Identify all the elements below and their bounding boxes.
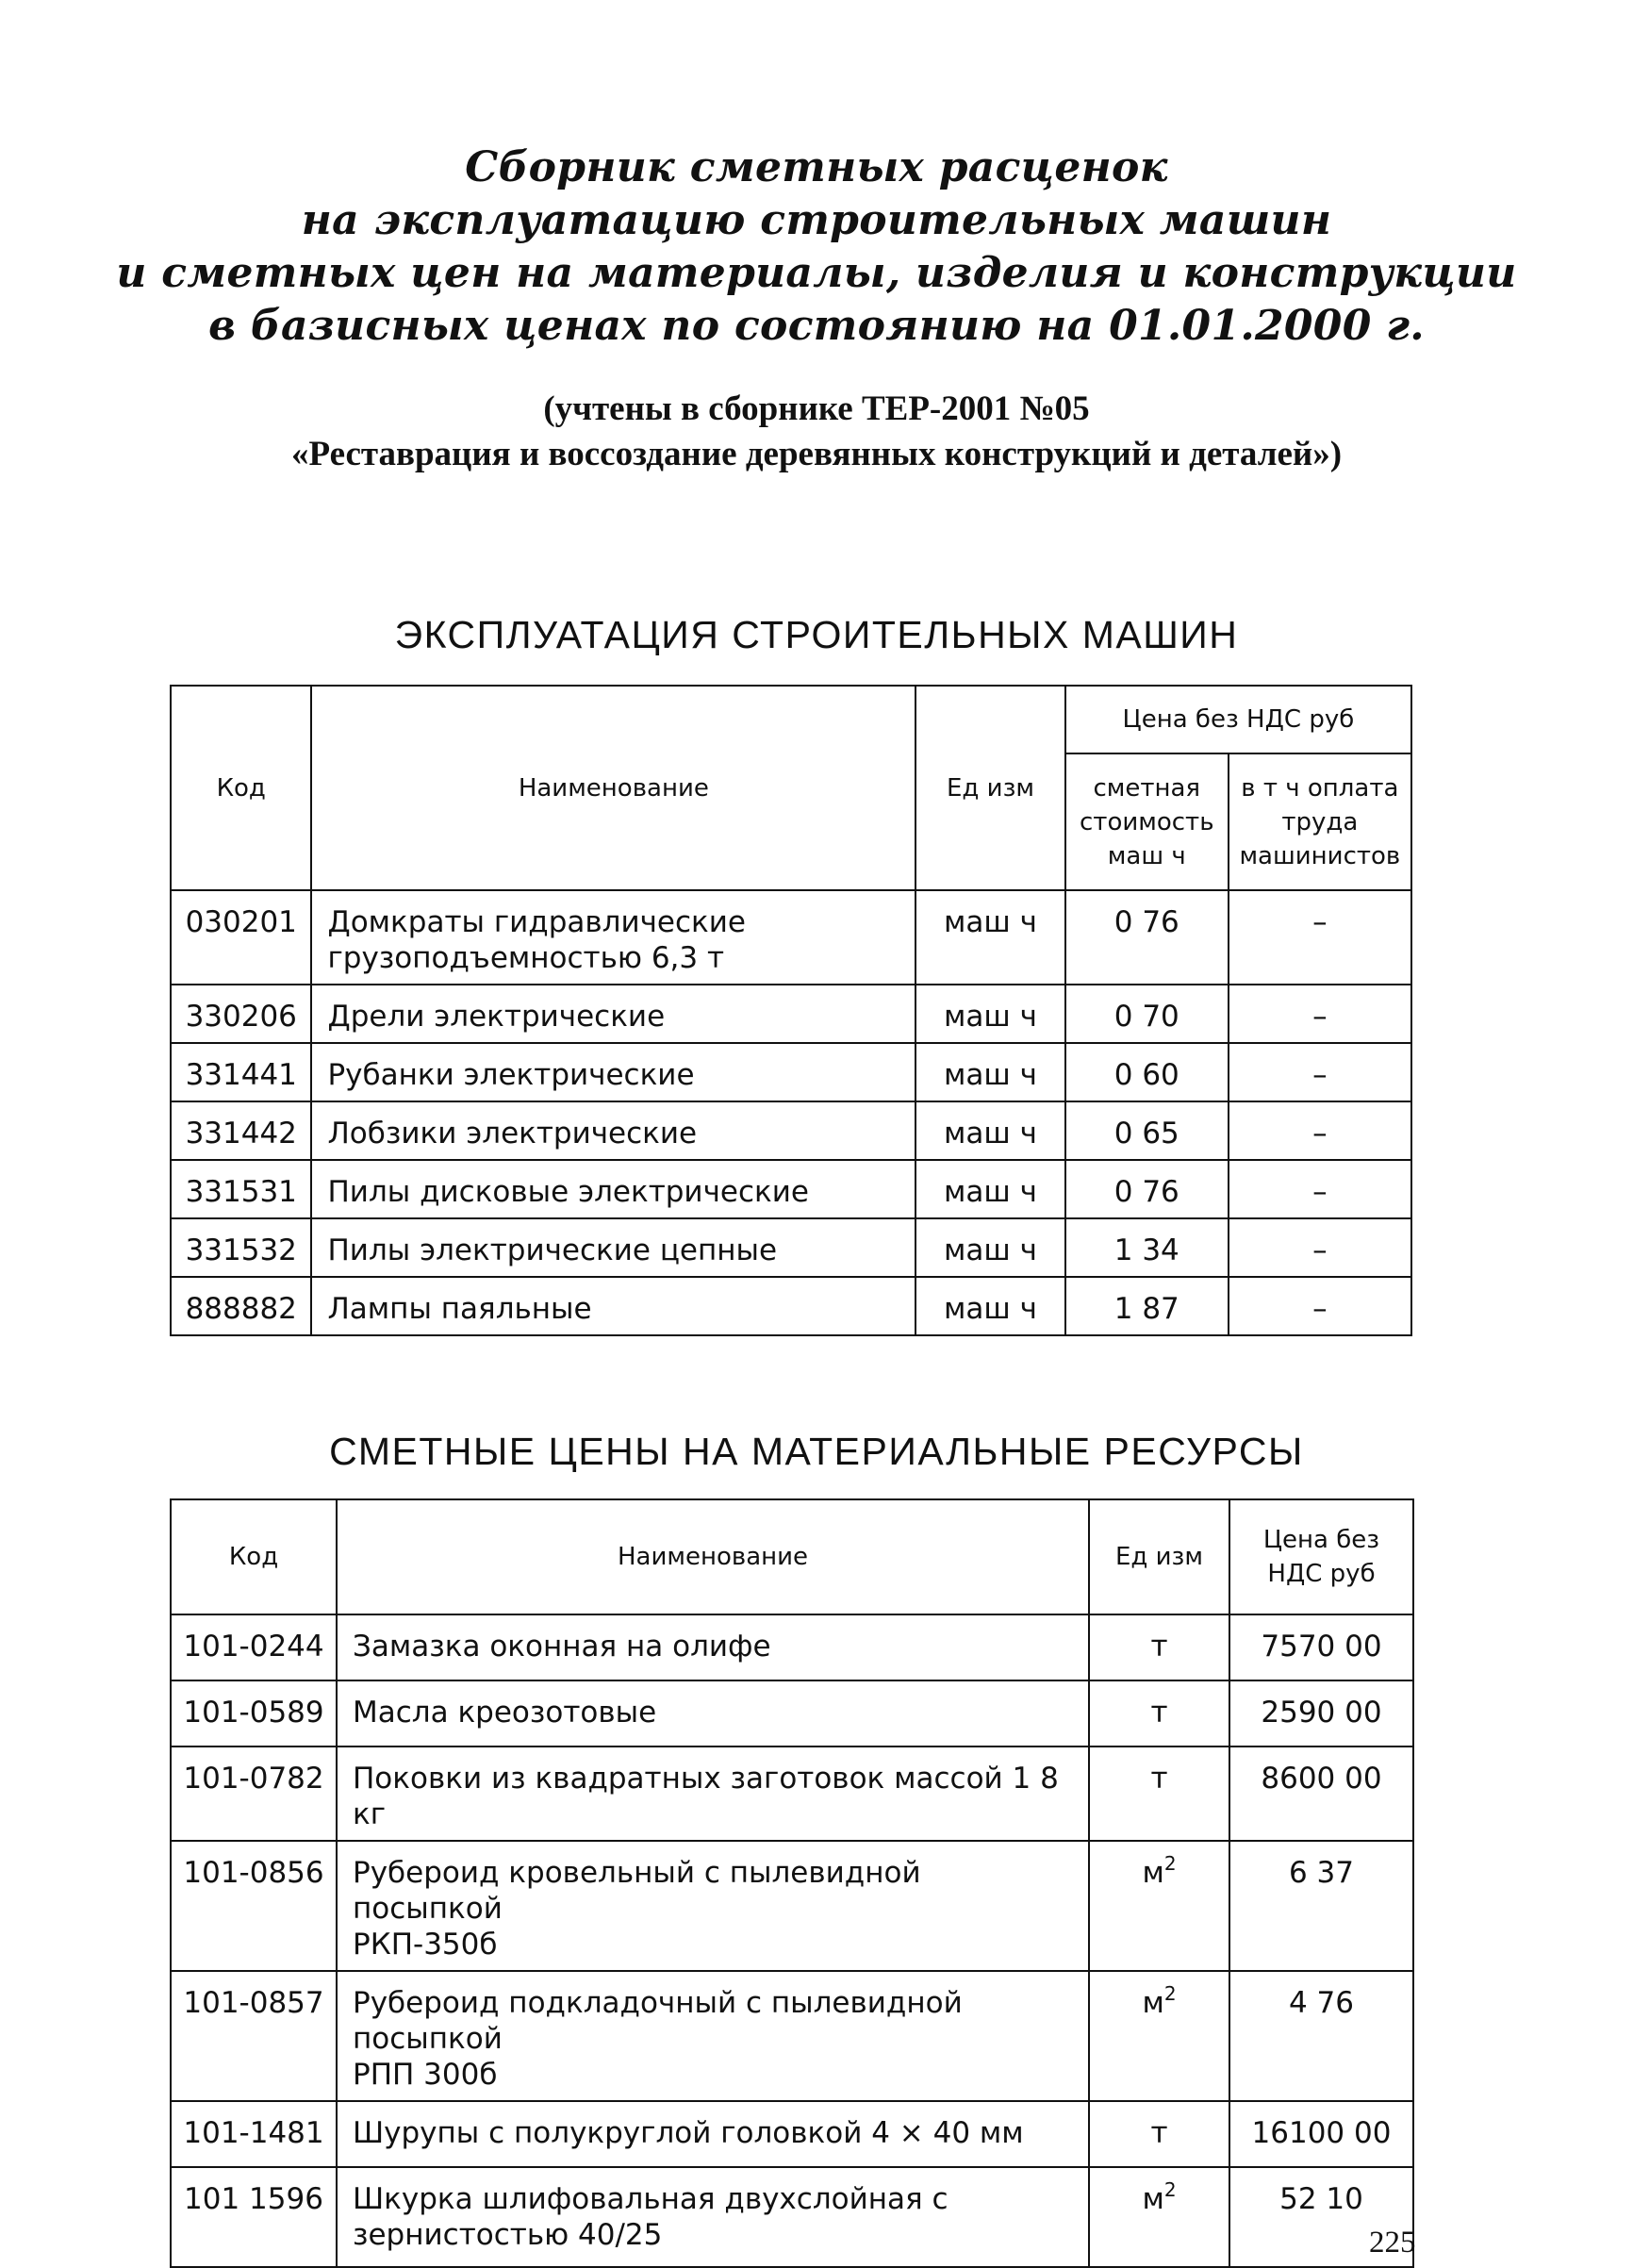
- cell-price: 8600 00: [1229, 1747, 1413, 1841]
- cell-cost: 0 76: [1065, 1160, 1229, 1218]
- cell-name: Масла креозотовые: [337, 1680, 1089, 1747]
- cell-price: 4 76: [1229, 1971, 1413, 2101]
- col-header-price-group: Цена без НДС руб: [1065, 686, 1411, 753]
- header-line: маш ч: [1107, 841, 1186, 870]
- cell-cost: 1 87: [1065, 1277, 1229, 1335]
- cell-unit: [1089, 1614, 1229, 1680]
- cell-price: 7570 00: [1229, 1614, 1413, 1680]
- col-header-name: Наименование: [337, 1499, 1089, 1614]
- cell-code: 331441: [171, 1043, 311, 1101]
- col-header-unit: Ед изм: [1089, 1499, 1229, 1614]
- header-line: в т ч оплата: [1241, 773, 1399, 803]
- unit-text: т: [1150, 1696, 1168, 1730]
- cell-name: [337, 1841, 1089, 1971]
- cell-code: 331532: [171, 1218, 311, 1277]
- cell-code: 101-1481: [171, 2101, 337, 2167]
- cell-name: Пилы электрические цепные: [311, 1218, 915, 1277]
- cell-unit: [1089, 2101, 1229, 2167]
- machines-table: [170, 685, 1412, 1336]
- cell-code: 331531: [171, 1160, 311, 1218]
- cell-unit: [1089, 1747, 1229, 1841]
- cell-name: Пилы дисковые электрические: [311, 1160, 915, 1218]
- unit-text: м: [1142, 1986, 1164, 2020]
- cell-cost: 0 70: [1065, 985, 1229, 1043]
- cell-name: Лампы паяльные: [311, 1277, 915, 1335]
- name-line: Рубероид кровельный с пылевидной посыпкой: [353, 1856, 921, 1926]
- unit-exponent: 2: [1163, 1981, 1177, 2005]
- cell-wage: –: [1229, 985, 1411, 1043]
- cell-price: 16100 00: [1229, 2101, 1413, 2167]
- header-line: НДС руб: [1267, 1560, 1376, 1588]
- table-row: [171, 1747, 1413, 1841]
- cell-code: 101-0589: [171, 1680, 337, 1747]
- name-line: грузоподъемностью 6,3 т: [327, 941, 725, 975]
- col-header-code: Код: [171, 1499, 337, 1614]
- cell-code: 101-0244: [171, 1614, 337, 1680]
- table-row: [171, 985, 1411, 1043]
- header-line: стоимость: [1080, 807, 1214, 836]
- cell-unit: [1089, 1680, 1229, 1747]
- cell-name: Рубанки электрические: [311, 1043, 915, 1101]
- cell-name: [337, 1971, 1089, 2101]
- table-row: [171, 1218, 1411, 1277]
- cell-wage: –: [1229, 1277, 1411, 1335]
- cell-code: 101-0782: [171, 1747, 337, 1841]
- cell-name: Поковки из квадратных заготовок массой 1 8 кг: [337, 1747, 1089, 1841]
- unit-text: м: [1142, 2182, 1164, 2216]
- col-header-name: Наименование: [311, 686, 915, 890]
- subtitle-line: «Реставрация и воссоздание деревянных конструкций и деталей»): [290, 435, 1343, 473]
- name-line: РКП-350б: [353, 1928, 498, 1962]
- col-header-wage: [1229, 753, 1411, 890]
- col-header-code: Код: [171, 686, 311, 890]
- name-line: Шкурка шлифовальная двухслойная с: [353, 2182, 948, 2216]
- unit-exponent: 2: [1163, 2177, 1177, 2201]
- cell-name: Замазка оконная на олифе: [337, 1614, 1089, 1680]
- cell-name: [311, 890, 915, 985]
- header-line: Цена без: [1262, 1526, 1380, 1554]
- unit-exponent: 2: [1163, 1851, 1177, 1875]
- col-header-price: [1229, 1499, 1413, 1614]
- cell-unit: маш ч: [915, 1043, 1065, 1101]
- cell-code: 888882: [171, 1277, 311, 1335]
- title-line: Сборник сметных расценок: [465, 143, 1168, 191]
- cell-cost: 0 65: [1065, 1101, 1229, 1160]
- materials-section-heading: СМЕТНЫЕ ЦЕНЫ НА МАТЕРИАЛЬНЫЕ РЕСУРСЫ: [329, 1430, 1304, 1473]
- name-line: зернистостью 40/25: [353, 2218, 663, 2252]
- cell-name: Шурупы с полукруглой головкой 4 × 40 мм: [337, 2101, 1089, 2167]
- col-header-cost: [1065, 753, 1229, 890]
- header-line: сметная: [1093, 773, 1201, 803]
- machines-section-heading: ЭКСПЛУАТАЦИЯ СТРОИТЕЛЬНЫХ МАШИН: [394, 613, 1239, 656]
- col-header-unit: Ед изм: [915, 686, 1065, 890]
- table-row: [171, 890, 1411, 985]
- header-line: машинистов: [1239, 841, 1401, 870]
- cell-wage: –: [1229, 1160, 1411, 1218]
- unit-text: т: [1150, 1630, 1168, 1664]
- cell-unit: [1089, 2167, 1229, 2267]
- cell-price: 6 37: [1229, 1841, 1413, 1971]
- title-line: на эксплуатацию строительных машин: [301, 196, 1332, 244]
- table-row: [171, 1680, 1413, 1747]
- cell-code: 331442: [171, 1101, 311, 1160]
- cell-cost: 1 34: [1065, 1218, 1229, 1277]
- name-line: РПП 300б: [353, 2058, 498, 2092]
- cell-code: 030201: [171, 890, 311, 985]
- table-row: [171, 1614, 1413, 1680]
- table-row: [171, 1101, 1411, 1160]
- cell-unit: [1089, 1841, 1229, 1971]
- name-line: Домкраты гидравлические: [327, 905, 746, 939]
- cell-name: Дрели электрические: [311, 985, 915, 1043]
- cell-unit: маш ч: [915, 985, 1065, 1043]
- cell-unit: маш ч: [915, 1218, 1065, 1277]
- cell-name: Лобзики электрические: [311, 1101, 915, 1160]
- cell-cost: 0 76: [1065, 890, 1229, 985]
- header-line: труда: [1281, 807, 1359, 836]
- table-row: [171, 1971, 1413, 2101]
- cell-unit: маш ч: [915, 1101, 1065, 1160]
- cell-code: 101 1596: [171, 2167, 337, 2267]
- cell-code: 101-0856: [171, 1841, 337, 1971]
- cell-unit: маш ч: [915, 1277, 1065, 1335]
- unit-text: м: [1142, 1856, 1164, 1890]
- materials-table: [170, 1498, 1414, 2268]
- cell-unit: маш ч: [915, 890, 1065, 985]
- title-line: и сметных цен на материалы, изделия и конструкции: [116, 249, 1517, 297]
- cell-wage: –: [1229, 1101, 1411, 1160]
- cell-code: 330206: [171, 985, 311, 1043]
- cell-cost: 0 60: [1065, 1043, 1229, 1101]
- unit-text: т: [1150, 1762, 1168, 1796]
- unit-text: т: [1150, 2116, 1168, 2150]
- table-row: [171, 2101, 1413, 2167]
- page-number: 225: [1369, 2226, 1416, 2260]
- cell-wage: –: [1229, 890, 1411, 985]
- cell-price: 2590 00: [1229, 1680, 1413, 1747]
- cell-wage: –: [1229, 1218, 1411, 1277]
- name-line: Рубероид подкладочный с пылевидной посыпкой: [353, 1986, 963, 2056]
- document-title: [0, 141, 1633, 353]
- table-row: [171, 1277, 1411, 1335]
- document-subtitle: [0, 387, 1633, 477]
- subtitle-line: (учтены в сборнике ТЕР-2001 №05: [543, 389, 1090, 428]
- title-line: в базисных ценах по состоянию на 01.01.2000 г.: [208, 302, 1425, 350]
- table-row: [171, 1841, 1413, 1971]
- table-row: [171, 1043, 1411, 1101]
- cell-code: 101-0857: [171, 1971, 337, 2101]
- cell-unit: маш ч: [915, 1160, 1065, 1218]
- cell-price: 52 10: [1229, 2167, 1413, 2267]
- cell-wage: –: [1229, 1043, 1411, 1101]
- table-row: [171, 2167, 1413, 2267]
- cell-name: [337, 2167, 1089, 2267]
- cell-unit: [1089, 1971, 1229, 2101]
- table-row: [171, 1160, 1411, 1218]
